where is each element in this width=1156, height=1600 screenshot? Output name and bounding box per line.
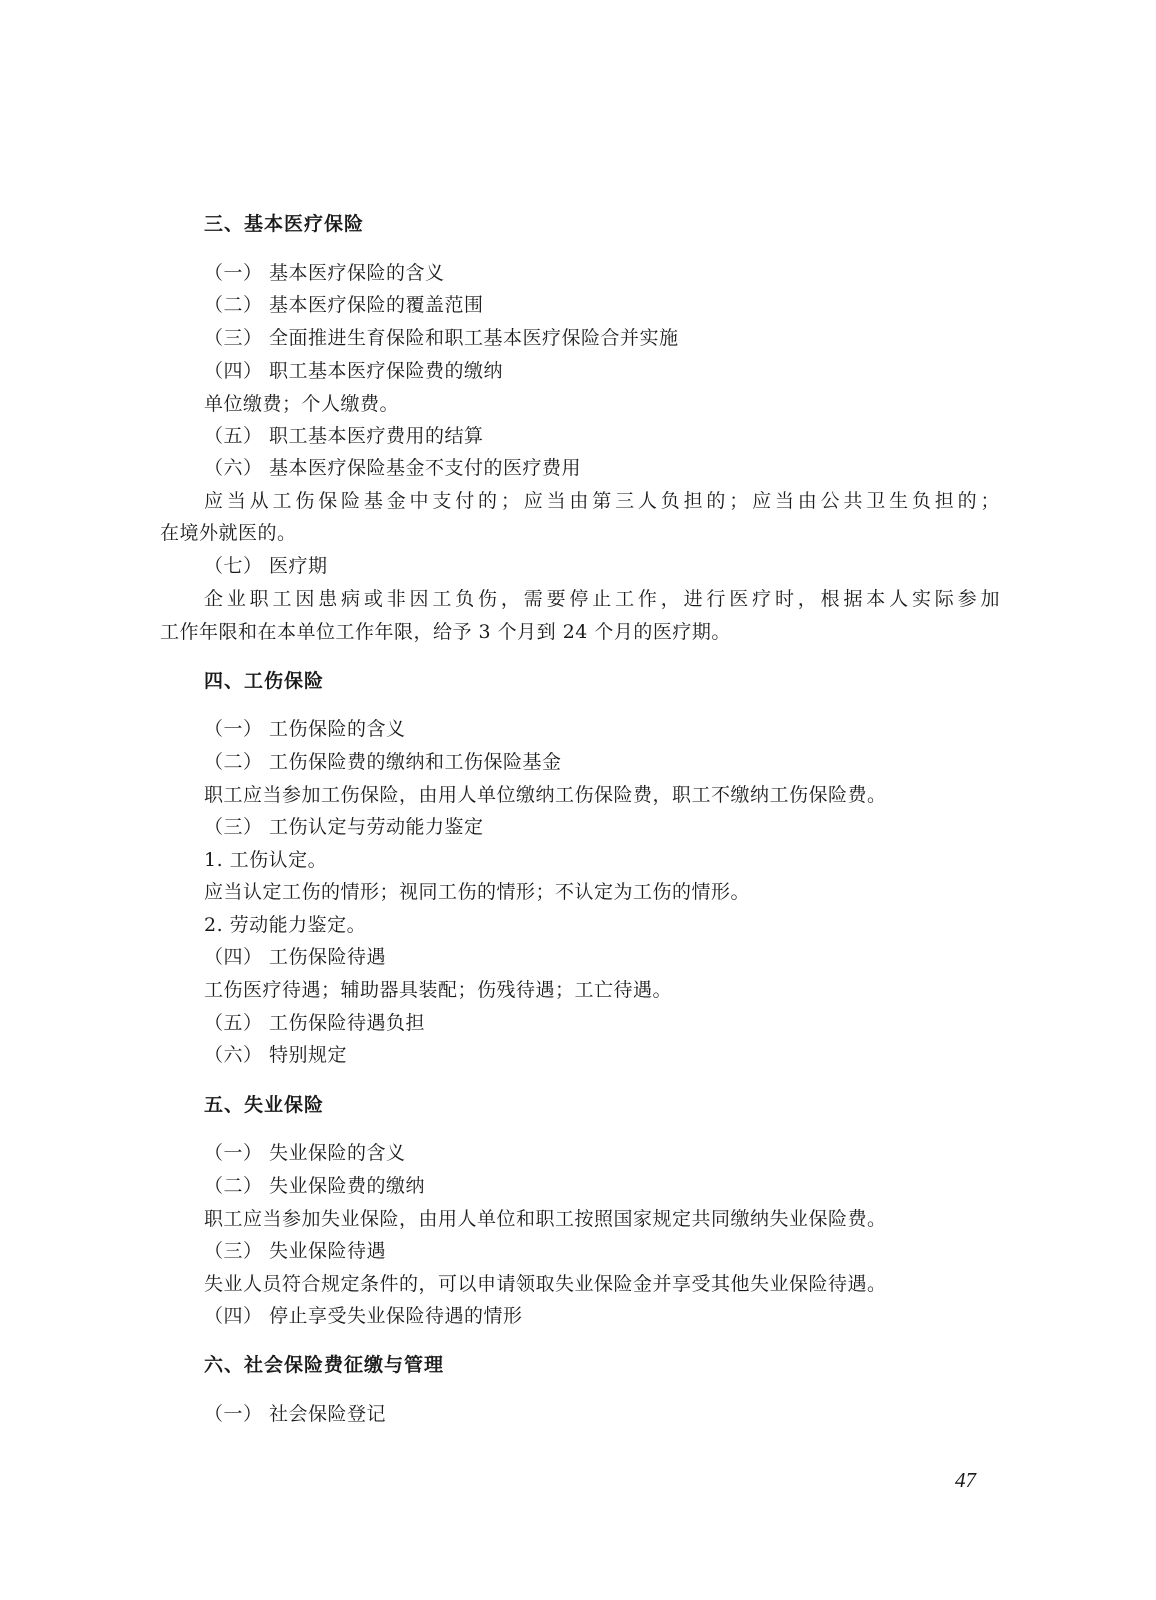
body-paragraph: 工伤医疗待遇；辅助器具装配；伤残待遇；工亡待遇。 bbox=[204, 979, 673, 1001]
item-heading: （四） 停止享受失业保险待遇的情形 bbox=[204, 1305, 523, 1327]
item-heading: （三） 工伤认定与劳动能力鉴定 bbox=[204, 816, 484, 838]
body-paragraph: 职工应当参加工伤保险，由用人单位缴纳工伤保险费，职工不缴纳工伤保险费。 bbox=[204, 784, 887, 806]
body-paragraph: 失业人员符合规定条件的，可以申请领取失业保险金并享受其他失业保险待遇。 bbox=[204, 1273, 887, 1295]
body-paragraph-continuation: 在境外就医的。 bbox=[160, 522, 297, 544]
item-heading: （二） 工伤保险费的缴纳和工伤保险基金 bbox=[204, 751, 562, 773]
body-paragraph: 应当从工伤保险基金中支付的；应当由第三人负担的；应当由公共卫生负担的； bbox=[204, 490, 1000, 512]
body-paragraph: 应当认定工伤的情形；视同工伤的情形；不认定为工伤的情形。 bbox=[204, 881, 751, 903]
item-heading: （一） 基本医疗保险的含义 bbox=[204, 262, 445, 284]
item-heading: （五） 工伤保险待遇负担 bbox=[204, 1012, 426, 1034]
section-heading-social-insurance-collection: 六、社会保险费征缴与管理 bbox=[204, 1354, 445, 1376]
item-heading: （六） 基本医疗保险基金不支付的医疗费用 bbox=[204, 457, 582, 479]
body-paragraph-continuation: 工作年限和在本单位工作年限，给予 3 个月到 24 个月的医疗期。 bbox=[160, 621, 731, 643]
item-heading: （四） 工伤保险待遇 bbox=[204, 946, 387, 968]
item-heading: （一） 失业保险的含义 bbox=[204, 1142, 406, 1164]
item-heading: （六） 特别规定 bbox=[204, 1044, 348, 1066]
item-heading: （一） 工伤保险的含义 bbox=[204, 718, 406, 740]
body-paragraph: 企业职工因患病或非因工负伤，需要停止工作，进行医疗时，根据本人实际参加 bbox=[204, 588, 1000, 610]
item-heading: （一） 社会保险登记 bbox=[204, 1403, 387, 1425]
item-heading: （二） 失业保险费的缴纳 bbox=[204, 1175, 426, 1197]
item-heading: （二） 基本医疗保险的覆盖范围 bbox=[204, 294, 484, 316]
section-heading-work-injury-insurance: 四、工伤保险 bbox=[204, 670, 325, 692]
item-heading: （四） 职工基本医疗保险费的缴纳 bbox=[204, 360, 504, 382]
numbered-subitem: 2. 劳动能力鉴定。 bbox=[204, 914, 367, 936]
section-heading-unemployment-insurance: 五、失业保险 bbox=[204, 1094, 325, 1116]
body-paragraph: 职工应当参加失业保险，由用人单位和职工按照国家规定共同缴纳失业保险费。 bbox=[204, 1208, 887, 1230]
body-paragraph: 单位缴费；个人缴费。 bbox=[204, 393, 400, 415]
section-heading-medical-insurance: 三、基本医疗保险 bbox=[204, 213, 365, 235]
item-heading: （五） 职工基本医疗费用的结算 bbox=[204, 425, 484, 447]
page-number: 47 bbox=[955, 1468, 976, 1492]
item-heading: （三） 失业保险待遇 bbox=[204, 1240, 387, 1262]
numbered-subitem: 1. 工伤认定。 bbox=[204, 849, 328, 871]
item-heading: （七） 医疗期 bbox=[204, 555, 328, 577]
item-heading: （三） 全面推进生育保险和职工基本医疗保险合并实施 bbox=[204, 327, 679, 349]
